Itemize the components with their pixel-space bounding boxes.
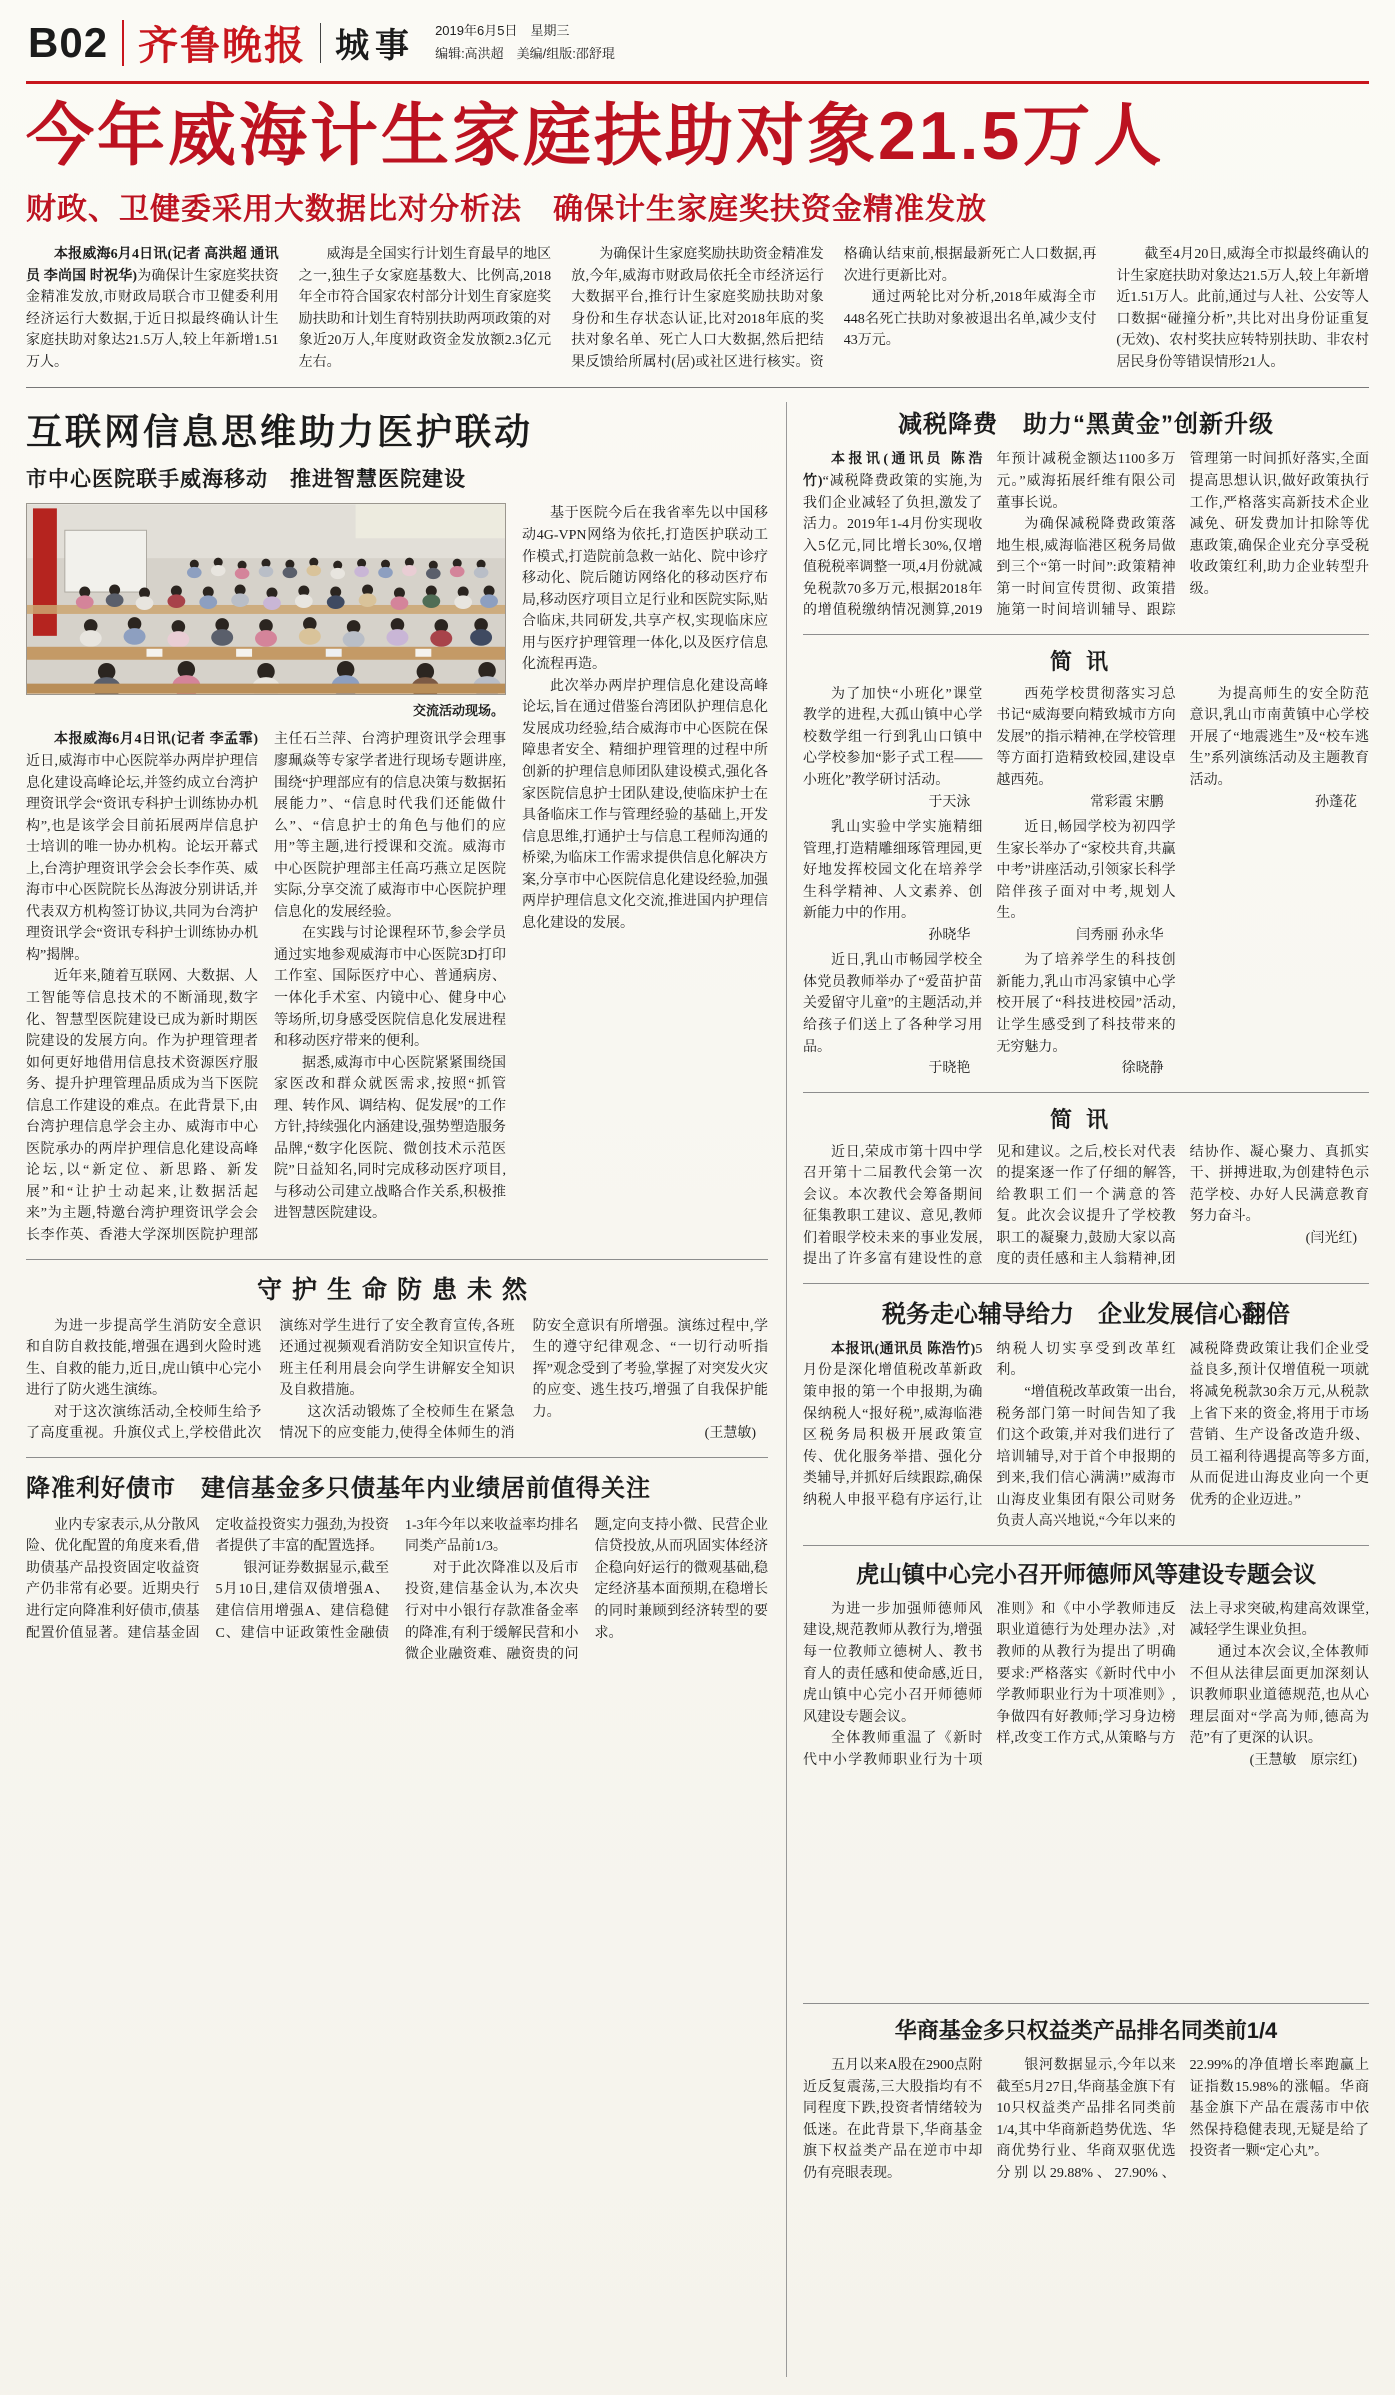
fire-drill-story bbox=[26, 1259, 768, 1445]
tax-guidance-body bbox=[803, 1339, 1369, 1533]
brief-item bbox=[996, 684, 1175, 813]
page-header bbox=[26, 6, 1369, 81]
byline: 闫秀丽 孙永华 bbox=[1076, 927, 1164, 943]
teacher-ethics-story bbox=[803, 1545, 1369, 1991]
bond-fund-headline: 降准利好债市 建信基金多只债基年内业绩居前值得关注 bbox=[26, 1474, 651, 1502]
paragraph: 业内专家表示,从分散风险、优化配置的角度来看,借助债基产品投资固定收益资产仍非常有必要。近期央行进行定向降准利好债市,债基配置价值显著。建信基金固定收益投资实力强劲,为投资者提供了丰富的配置选择。 bbox=[26, 1517, 389, 1641]
briefs-section-1 bbox=[803, 634, 1369, 1080]
briefs-section-2 bbox=[803, 1092, 1369, 1271]
tax-guidance-headline: 税务走心辅导给力 企业发展信心翻倍 bbox=[882, 1300, 1290, 1328]
publication-date: 2019年6月5日 星期三 bbox=[435, 23, 570, 39]
paragraph bbox=[26, 244, 279, 373]
photo-caption: 交流活动现场。 bbox=[412, 703, 504, 719]
brief-item bbox=[996, 817, 1175, 946]
paragraph: 近年来,随着互联网、大数据、人工智能等信息技术的不断涌现,数字化、智慧型医院建设已成为新时期医院建设的发展方向。作为护理管理者如何更好地借用信息技术资源医疗服务、提升护理管理品质成为当下医院信息工作建设的难点。在此背景下,由台湾护理信息学会主办、威海市中心医院承办的两岸护理信息化建设高峰论坛,以“新定位、新思路、新发展”和“让护士动起来,让数据活起来”为主题,特邀台湾护理资讯学会会长李作英、香港大学深圳医院护理部主任石兰萍、台湾护理资讯学会理事廖珮焱等专家学者进行现场专题讲座,围绕“护理部应有的信息决策与数据拓展能力”、“信息时代我们还能做什么”、“信息护士的角色与他们的应用”等主题,进行授课和交流。威海市中心医院护理部主任高巧燕立足医院实际,分享交流了威海市中心医院护理信息化的发展经验。 bbox=[26, 732, 506, 1244]
paragraph: 为进一步提高学生消防安全意识和自防自救技能,增强在遇到火险时逃生、自救的能力,近日,虎山镇中心完小进行了防火逃生演练。 bbox=[26, 1318, 262, 1399]
hospital-text-columns bbox=[26, 729, 506, 1246]
brief-text: 西苑学校贯彻落实习总书记“威海要向精致城市方向发展”的指示精神,在学校管理等方面打造精致校园,建设卓越西苑。 bbox=[996, 686, 1176, 788]
byline: 孙蓬花 bbox=[1314, 794, 1357, 810]
dateline: 本报威海6月4日讯(记者 高洪超 通讯员 李尚国 时祝华) bbox=[26, 247, 279, 284]
hospital-story bbox=[26, 402, 768, 1246]
paragraph: 这次活动锻炼了全校师生在紧急情况下的应变能力,使得全体师生的消防安全意识有所增强。演练过程中,学生的遵守纪律观念、“一切行动听指挥”观念受到了考验,掌握了对突发火灾的应变、逃生技巧,增强了自我保护能力。 bbox=[279, 1318, 768, 1442]
publication-info bbox=[435, 20, 615, 64]
masthead-rule bbox=[26, 81, 1369, 84]
crowd-photo bbox=[26, 503, 506, 695]
header-divider bbox=[320, 23, 321, 63]
paragraph: 据悉,威海市中心医院紧紧围绕国家医改和群众就医需求,按照“抓管理、转作风、调结构、促发展”的工作方针,持续强化内涵建设,强势塑造服务品牌,“数字化医院、微创技术示范医院”日益知名,同时完成移动医疗项目,与移动公司建立战略合作关系,积极推进智慧医院建设。 bbox=[274, 1055, 506, 1222]
byline: 常彩霞 宋鹏 bbox=[1090, 794, 1164, 810]
right-zone bbox=[786, 402, 1369, 2377]
paragraph: 全体教师重温了《新时代中小学教师职业行为十项准则》和《中小学教师违反职业道德行为处理办法》,对教师的从教行为提出了明确要求:严格落实《新时代中小学教师职业行为十项准则》,争做四有好教师;学习身边榜样,改变工作方式,从策略与方法上寻求突破,构建高效课堂,减轻学生课业负担。 bbox=[803, 1601, 1369, 1768]
paragraph: 威海是全国实行计划生育最早的地区之一,独生子女家庭基数大、比例高,2018年全市符合国家农村部分计划生育家庭奖励扶助和计划生育特别扶助两项政策的对象近20万人,年度财政资金发放额2.3亿元左右。 bbox=[298, 247, 552, 370]
brief-item bbox=[803, 817, 982, 946]
huashang-fund-body bbox=[803, 2055, 1369, 2184]
brief-item bbox=[803, 950, 982, 1079]
paragraph-text: 5月份是深化增值税改革新政策申报的第一个申报期,为确保纳税人“报好税”,威海临港区税务局积极开展政策宣传、优化服务举措、强化分类辅导,并抓好后续跟踪,确保纳税人申报平稳有序运行,让纳税人切实享受到改革红利。 bbox=[803, 1341, 1176, 1508]
byline: 孙晓华 bbox=[928, 927, 971, 943]
byline: (王慧敏) bbox=[704, 1426, 756, 1442]
tax-guidance-story bbox=[803, 1283, 1369, 1533]
fire-drill-headline: 守护生命防患未然 bbox=[256, 1275, 537, 1304]
bond-fund-body bbox=[26, 1515, 768, 1666]
paragraph: 对于此次降准以及后市投资,建信基金认为,本次央行对中小银行存款准备金率的降准,有利于缓解民营和小微企业融资难、融资贵的问题,定向支持小微、民营企业信贷投放,从而巩固实体经济企稳向好运行的微观基础,稳定经济基本面预期,在稳增长的同时兼顾到经济转型的要求。 bbox=[405, 1517, 768, 1663]
left-zone bbox=[26, 402, 768, 2377]
bond-fund-story bbox=[26, 1457, 768, 2377]
brief-item bbox=[803, 684, 982, 813]
teacher-ethics-body bbox=[803, 1599, 1369, 1771]
byline: (王慧敏 原宗红) bbox=[1249, 1752, 1357, 1768]
lead-subhead: 财政、卫健委采用大数据比对分析法 确保计生家庭奖扶资金精准发放 bbox=[26, 193, 987, 227]
paragraph: 为确保减税降费政策落地生根,威海临港区税务局做到三个“第一时间”:政策精神第一时间宣传贯彻、政策措施第一时间培训辅导、跟踪管理第一时间抓好落实,全面提高思想认识,做好政策执行工作,严格落实高新技术企业减免、研发费加计扣除等优惠政策,确保企业充分享受税收政策红利,助力企业转型升级。 bbox=[996, 452, 1369, 619]
paragraph: “增值税改革政策一出台,税务部门第一时间告知了我们这个政策,并对我们进行了培训辅导,对于首个申报期的到来,我们信心满满!”威海市山海皮业集团有限公司财务负责人高兴地说,“今年以来的减税降费政策让我们企业受益良多,预计仅增值税一项就将减免税款30余万元,从税款上省下来的资金,将用于市场营销、生产设备改造升级、员工福利待遇提高等多方面,从而促进山海皮业向一个更优秀的企业迈进。” bbox=[996, 1341, 1369, 1530]
editors-line: 编辑:高洪超 美编/组版:邵舒琨 bbox=[435, 45, 615, 61]
byline: 于晓艳 bbox=[928, 1061, 971, 1077]
paragraph: 通过本次会议,全体教师不但从法律层面更加深刻认识教师职业道德规范,也从心理层面对“学高为师,德高为范”有了更深的认识。 bbox=[1189, 1644, 1369, 1747]
hospital-body bbox=[26, 503, 768, 1246]
page-number: B02 bbox=[28, 18, 109, 66]
paragraph: 基于医院今后在我省率先以中国移动4G-VPN网络为依托,打造医护联动工作模式,打造院前急救一站化、院中诊疗移动化、院后随访网络化的移动医疗布局,移动医疗项目立足行业和医院实际,贴合临床,共同研发,共享产权,实现临床应用与医疗护理管理一体化,以及医疗信息化流程再造。 bbox=[522, 506, 768, 673]
briefs-body bbox=[803, 684, 1369, 1080]
masthead: 齐鲁晚报 bbox=[138, 23, 307, 68]
tax-relief-story bbox=[803, 402, 1369, 621]
briefs-title: 简讯 bbox=[1049, 648, 1122, 674]
paragraph: 截至4月20日,威海全市拟最终确认的计生家庭扶助对象达21.5万人,较上年新增近1.51万人。此前,通过与人社、公安等人口数据“碰撞分析”,共比对出身份证重复(无效)、农村奖扶应转特别扶助、非农村居民身份等错误情形21人。 bbox=[1116, 247, 1369, 370]
byline: 徐晓静 bbox=[1121, 1061, 1164, 1077]
paragraph: 为确保计生家庭奖励扶助资金精准发放,今年,威海市财政局依托全市经济运行大数据平台,推行计生家庭奖励扶助对象身份和生存状态认证,比对2018年底的奖扶对象名单、死亡人口大数据,然后把结果反馈给所属村(居)或社区进行核实。资格确认结束前,根据最新死亡人口数据,再次进行更新比对。 bbox=[571, 247, 1097, 370]
paragraph: 为进一步加强师德师风建设,规范教师从教行为,增强每一位教师立德树人、教书育人的责任感和使命感,近日,虎山镇中心完小召开师德师风建设专题会议。 bbox=[803, 1601, 983, 1725]
paragraph: 对于这次演练活动,全校师生给予了高度重视。升旗仪式上,学校借此次演练对学生进行了安全教育宣传,各班还通过视频观看消防安全知识宣传片,班主任利用晨会向学生讲解安全知识及自救措施。 bbox=[26, 1318, 515, 1442]
crowd-photo-illustration bbox=[27, 504, 505, 694]
huashang-fund-story bbox=[803, 2003, 1369, 2377]
brief-text: 为了培养学生的科技创新能力,乳山市冯家镇中心学校开展了“科技进校园”活动,让学生感受到了科技带来的无穷魅力。 bbox=[996, 953, 1176, 1055]
dateline: 本报讯(通讯员 陈浩竹) bbox=[803, 452, 983, 489]
brief-text: 为提高师生的安全防范意识,乳山市南黄镇中心学校开展了“地震逃生”及“校车逃生”系列演练活动及主题教育活动。 bbox=[1189, 686, 1369, 788]
paragraph: 在实践与讨论课程环节,参会学员通过实地参观威海市中心医院3D打印工作室、国际医疗中心、普通病房、一体化手术室、内镜中心、健身中心等场所,切身感受医院信息化发展进程和移动医疗带来的便利。 bbox=[274, 926, 506, 1050]
lead-story bbox=[26, 96, 1369, 388]
brief-text: 近日,荣成市第十四中学召开第十二届教代会第一次会议。本次教代会筹备期间征集教职工建议、意见,教师们着眼学校未来的事业发展,提出了许多富有建设性的意见和建议。之后,校长对代表的提案逐一作了仔细的解答,给教职工们一个满意的答复。此次会议提升了学校教职工的凝聚力,鼓励大家以高度的责任感和主人翁精神,团结协作、凝心聚力、真抓实干、拼搏进取,为创建特色示范学校、办好人民满意教育努力奋斗。 bbox=[803, 1144, 1369, 1268]
paragraph: 银河证券数据显示,截至5月10日,建信双债增强A、建信信用增强A、建信稳健C、建信中证政策性金融债1-3年今年以来收益率均排名同类产品前1/3。 bbox=[215, 1517, 579, 1641]
briefs-title: 简讯 bbox=[1049, 1106, 1122, 1132]
byline: 于天泳 bbox=[928, 794, 971, 810]
brief-text: 为了加快“小班化”课堂教学的进程,大孤山镇中心学校数学组一行到乳山口镇中心学校参加“影子式工程——小班化”教学研讨活动。 bbox=[803, 686, 983, 788]
huashang-fund-headline: 华商基金多只权益类产品排名同类前1/4 bbox=[894, 2018, 1278, 2044]
paragraph: 此次举办两岸护理信息化建设高峰论坛,旨在通过借鉴台湾团队护理信息化发展成功经验,结合威海市中心医院在保障患者安全、精细护理管理的过程中所创新的护理信息师团队建设模式,强化各家医院信息护士团队建设,使临床护士在具备临床工作与管理经验的基础上,开发信息思维,打通护士与信息工程师沟通的桥梁,为临床工作需求提供信息化解决方案,分享市中心医院信息化建设经验,加强两岸护理信息文化交流,推进国内护理信息化建设的发展。 bbox=[522, 678, 768, 931]
paragraph: 通过两轮比对分析,2018年威海全市448名死亡扶助对象被退出名单,减少支付43万元。 bbox=[843, 290, 1097, 349]
brief-item bbox=[996, 950, 1175, 1079]
paragraph-text: 为确保计生家庭奖扶资金精准发放,市财政局联合市卫健委利用经济运行大数据,于近日拟最终确认计生家庭扶助对象达21.5万人,较上年新增1.51万人。 bbox=[26, 268, 279, 370]
content-grid bbox=[26, 402, 1369, 2377]
paragraph: 五月以来A股在2900点附近反复震荡,三大股指均有不同程度下跌,投资者情绪较为低迷。在此背景下,华商基金旗下权益类产品在逆市中却仍有亮眼表现。 bbox=[803, 2058, 983, 2181]
brief-item bbox=[1190, 684, 1369, 813]
tax-relief-headline: 减税降费 助力“黑黄金”创新升级 bbox=[898, 411, 1274, 439]
teacher-ethics-headline: 虎山镇中心完小召开师德师风等建设专题会议 bbox=[856, 1560, 1316, 1587]
hospital-left-column bbox=[26, 503, 506, 1246]
byline: (闫光红) bbox=[1305, 1230, 1357, 1246]
section-name: 城事 bbox=[335, 27, 416, 65]
paragraph bbox=[26, 729, 258, 966]
lead-body bbox=[26, 244, 1369, 373]
hospital-subhead: 市中心医院联手威海移动 推进智慧医院建设 bbox=[26, 468, 466, 492]
brief-text: 近日,乳山市畅园学校全体党员教师举办了“爱苗护苗关爱留守儿童”的主题活动,并给孩子们送上了各种学习用品。 bbox=[803, 953, 983, 1055]
header-divider bbox=[122, 20, 124, 66]
briefs-body bbox=[803, 1142, 1369, 1271]
paragraph-text: “减税降费政策的实施,为我们企业减轻了负担,激发了活力。2019年1-4月份实现收入5亿元,同比增长30%,仅增值税税率调整一项,4月份就减免税款70多万元,根据2018年的增值税缴纳情况测算,2019年预计减税金额达1100多万元。”威海拓展纤维有限公司董事长说。 bbox=[803, 452, 1176, 619]
paragraph-text: 近日,威海市中心医院举办两岸护理信息化建设高峰论坛,并签约成立台湾护理资讯学会“资讯专科护士训练协办机构”,也是该学会目前拓展两岸信息护士培训的唯一协办机构。论坛开幕式上,台湾护理资讯学会会长李作英、威海市中心医院院长丛海波分别讲话,并代表双方机构签订协议,共同为台湾护理资讯学会“资讯专科护士训练协办机构”揭牌。 bbox=[26, 753, 258, 963]
brief-text: 乳山实验中学实施精细管理,打造精雕细琢管理园,更好地发挥校园文化在培养学生科学精神、人文素养、创新能力中的作用。 bbox=[803, 820, 983, 922]
hospital-headline: 互联网信息思维助力医护联动 bbox=[26, 411, 534, 453]
brief-text: 近日,畅园学校为初四学生家长举办了“家校共育,共赢中考”讲座活动,引领家长科学陪伴孩子面对中考,规划人生。 bbox=[996, 820, 1176, 922]
dateline: 本报讯(通讯员 陈浩竹) bbox=[831, 1341, 976, 1357]
tax-relief-body bbox=[803, 449, 1369, 621]
paragraph: 银河数据显示,今年以来截至5月27日,华商基金旗下有10只权益类产品排名同类前1/4,其中华商新趋势优选、华商优势行业、华商双驱优选分别以29.88%、27.90%、22.99%的净值增长率跑赢上证指数15.98%的涨幅。华商基金旗下产品在震荡市中依然保持稳健表现,无疑是给了投资者一颗“定心丸”。 bbox=[996, 2058, 1369, 2181]
fire-drill-body bbox=[26, 1316, 768, 1445]
hospital-right-column bbox=[522, 503, 768, 1246]
lead-headline: 今年威海计生家庭扶助对象21.5万人 bbox=[26, 98, 1165, 174]
dateline: 本报威海6月4日讯(记者 李孟霏) bbox=[54, 732, 258, 748]
